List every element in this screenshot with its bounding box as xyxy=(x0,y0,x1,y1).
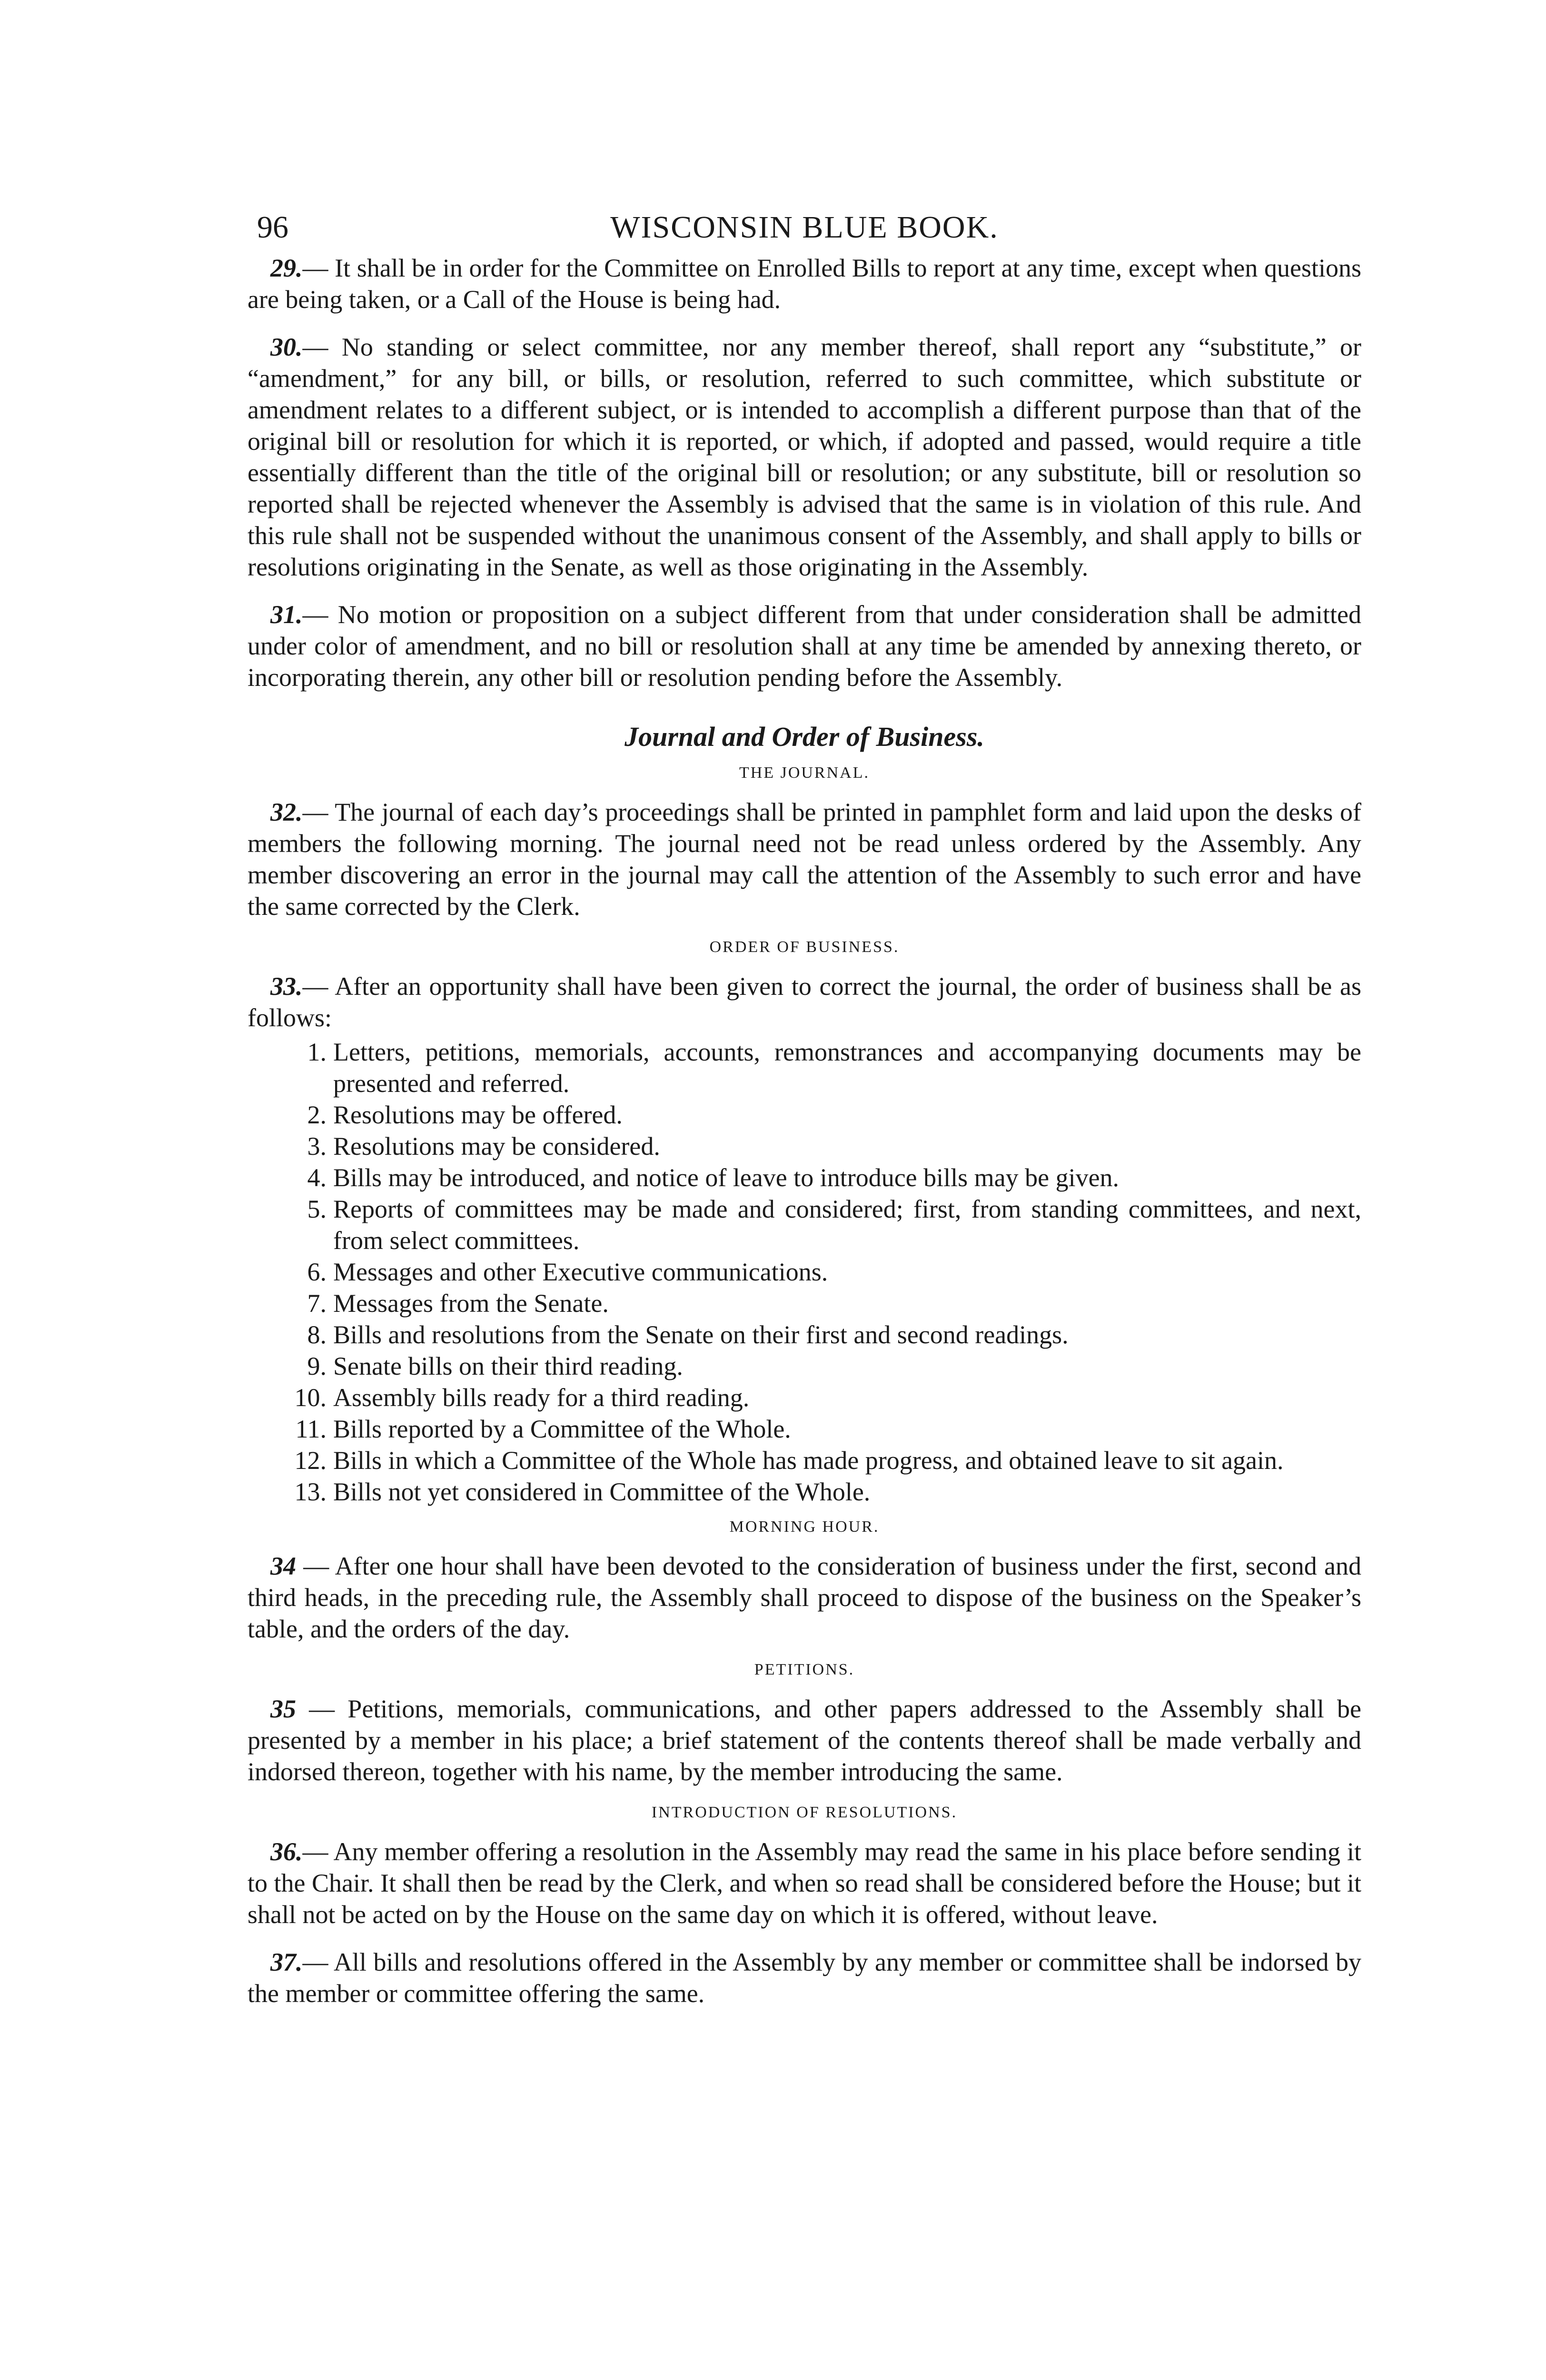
item-number: 7. xyxy=(307,1289,327,1318)
item-number: 9. xyxy=(307,1352,327,1380)
item-number: 1. xyxy=(307,1038,327,1066)
item-number: 2. xyxy=(307,1101,327,1129)
order-of-business-list xyxy=(248,1036,1361,1507)
item-number: 5. xyxy=(307,1195,327,1223)
rule-text: — After an opportunity shall have been given to correct the journal, the order of business shall be as follows: xyxy=(248,972,1361,1032)
item-number: 10. xyxy=(294,1383,327,1412)
rule-34 xyxy=(248,1550,1361,1645)
rule-text: — After one hour shall have been devoted to the consideration of business under the first, second and third heads, in the preceding rule, the Assembly shall proceed to dispose of the business on the Speaker’s table, and the orders of the day. xyxy=(248,1552,1361,1643)
list-item xyxy=(248,1382,1361,1413)
item-text: Bills reported by a Committee of the Whole. xyxy=(333,1415,791,1443)
rule-number: 35 xyxy=(270,1695,296,1723)
item-text: Messages and other Executive communications. xyxy=(333,1258,828,1286)
item-text: Bills and resolutions from the Senate on their first and second readings. xyxy=(333,1320,1069,1349)
subheading-order-of-business: ORDER OF BUSINESS. xyxy=(709,938,900,956)
rule-text: — It shall be in order for the Committee on Enrolled Bills to report at any time, except when questions are being taken, or a Call of the House is being had. xyxy=(248,254,1361,314)
rule-text: — No motion or proposition on a subject different from that under consideration shall be admitted under color of amendment, and no bill or resolution shall at any time be amended by annexing thereto, or incorporating therein, any other bill or resolution pending before the Assembly. xyxy=(248,600,1361,692)
subheading-journal: THE JOURNAL. xyxy=(739,764,870,782)
list-item xyxy=(248,1256,1361,1288)
item-number: 13. xyxy=(294,1478,327,1506)
rule-text: — The journal of each day’s proceedings shall be printed in pamphlet form and laid upon the desks of members the following morning. The journal need not be read unless ordered by the Assembly. Any member discovering an error in the journal may call the attention of the Assembly to such error and have the same corrected by the Clerk. xyxy=(248,798,1361,921)
page-number: 96 xyxy=(257,210,288,245)
item-text: Bills may be introduced, and notice of leave to introduce bills may be given. xyxy=(333,1163,1120,1192)
rule-number: 29. xyxy=(270,254,303,282)
list-item xyxy=(248,1350,1361,1382)
subheading-morning-hour: MORNING HOUR. xyxy=(729,1518,880,1536)
rule-31 xyxy=(248,599,1361,693)
rule-text: — Any member offering a resolution in the Assembly may read the same in his place before sending it to the Chair. It shall then be read by the Clerk, and when so read shall be considered before the House; but it shall not be acted on by the House on the same day on which it is offered, without leave. xyxy=(248,1837,1361,1929)
rule-number: 34 xyxy=(270,1552,296,1580)
rule-number: 33. xyxy=(270,972,303,1001)
item-text: Assembly bills ready for a third reading. xyxy=(333,1383,750,1412)
rule-37 xyxy=(248,1946,1361,2009)
item-number: 11. xyxy=(295,1415,327,1443)
item-text: Letters, petitions, memorials, accounts, remonstrances and accompanying documents may be presented and referred. xyxy=(333,1038,1361,1098)
item-text: Resolutions may be considered. xyxy=(333,1132,660,1160)
running-head: WISCONSIN BLUE BOOK. xyxy=(610,210,999,245)
rule-text: — Petitions, memorials, communications, and other papers addressed to the Assembly shall be presented by a member in his place; a brief statement of the contents thereof shall be made verbally and indorsed thereon, together with his name, by the member introducing the same. xyxy=(248,1695,1361,1786)
item-text: Reports of committees may be made and considered; first, from standing committees, and next, from select committees. xyxy=(333,1195,1361,1255)
item-number: 6. xyxy=(307,1258,327,1286)
rule-36 xyxy=(248,1836,1361,1930)
rule-29 xyxy=(248,252,1361,315)
rule-number: 30. xyxy=(270,333,303,361)
item-text: Bills in which a Committee of the Whole has made progress, and obtained leave to sit again. xyxy=(333,1446,1284,1475)
rule-number: 36. xyxy=(270,1837,303,1866)
list-item xyxy=(248,1445,1361,1476)
rule-30 xyxy=(248,331,1361,583)
item-number: 3. xyxy=(307,1132,327,1160)
page-header xyxy=(248,200,1361,252)
subheading-introduction-of-resolutions: INTRODUCTION OF RESOLUTIONS. xyxy=(651,1804,958,1821)
item-text: Senate bills on their third reading. xyxy=(333,1352,683,1380)
list-item xyxy=(248,1130,1361,1162)
rule-text: — No standing or select committee, nor any member thereof, shall report any “substitute,” or “amendment,” for any bill, or bills, or resolution, referred to such committee, which substitute or amendment relates to a different subject, or is intended to accomplish a different purpose than that of the original bill or resolution for which it is reported, or which, if adopted and passed, would require a title essentially different than the title of the original bill or resolution; or any substitute, bill or resolution so reported shall be rejected whenever the Assembly is advised that the same is in violation of this rule. And this rule shall not be suspended without the unanimous consent of the Assembly, and shall apply to bills or resolutions originating in the Senate, as well as those originating in the Assembly. xyxy=(248,333,1361,581)
item-number: 4. xyxy=(307,1163,327,1192)
item-text: Resolutions may be offered. xyxy=(333,1101,623,1129)
subheading-petitions: PETITIONS. xyxy=(754,1661,855,1678)
rule-number: 37. xyxy=(270,1948,303,1976)
list-item xyxy=(248,1162,1361,1193)
list-item xyxy=(248,1036,1361,1099)
rule-35 xyxy=(248,1693,1361,1787)
rule-text: — All bills and resolutions offered in the Assembly by any member or committee shall be indorsed by the member or committee offering the same. xyxy=(248,1948,1361,2008)
item-text: Messages from the Senate. xyxy=(333,1289,609,1318)
document-page xyxy=(248,200,1361,2025)
item-text: Bills not yet considered in Committee of the Whole. xyxy=(333,1478,871,1506)
rule-33 xyxy=(248,971,1361,1033)
list-item xyxy=(248,1413,1361,1445)
item-number: 8. xyxy=(307,1320,327,1349)
rule-number: 31. xyxy=(270,600,303,629)
list-item xyxy=(248,1193,1361,1256)
rule-32 xyxy=(248,796,1361,922)
list-item xyxy=(248,1476,1361,1507)
section-title: Journal and Order of Business. xyxy=(624,721,984,752)
list-item xyxy=(248,1099,1361,1130)
list-item xyxy=(248,1288,1361,1319)
list-item xyxy=(248,1319,1361,1350)
item-number: 12. xyxy=(294,1446,327,1475)
rule-number: 32. xyxy=(270,798,303,826)
